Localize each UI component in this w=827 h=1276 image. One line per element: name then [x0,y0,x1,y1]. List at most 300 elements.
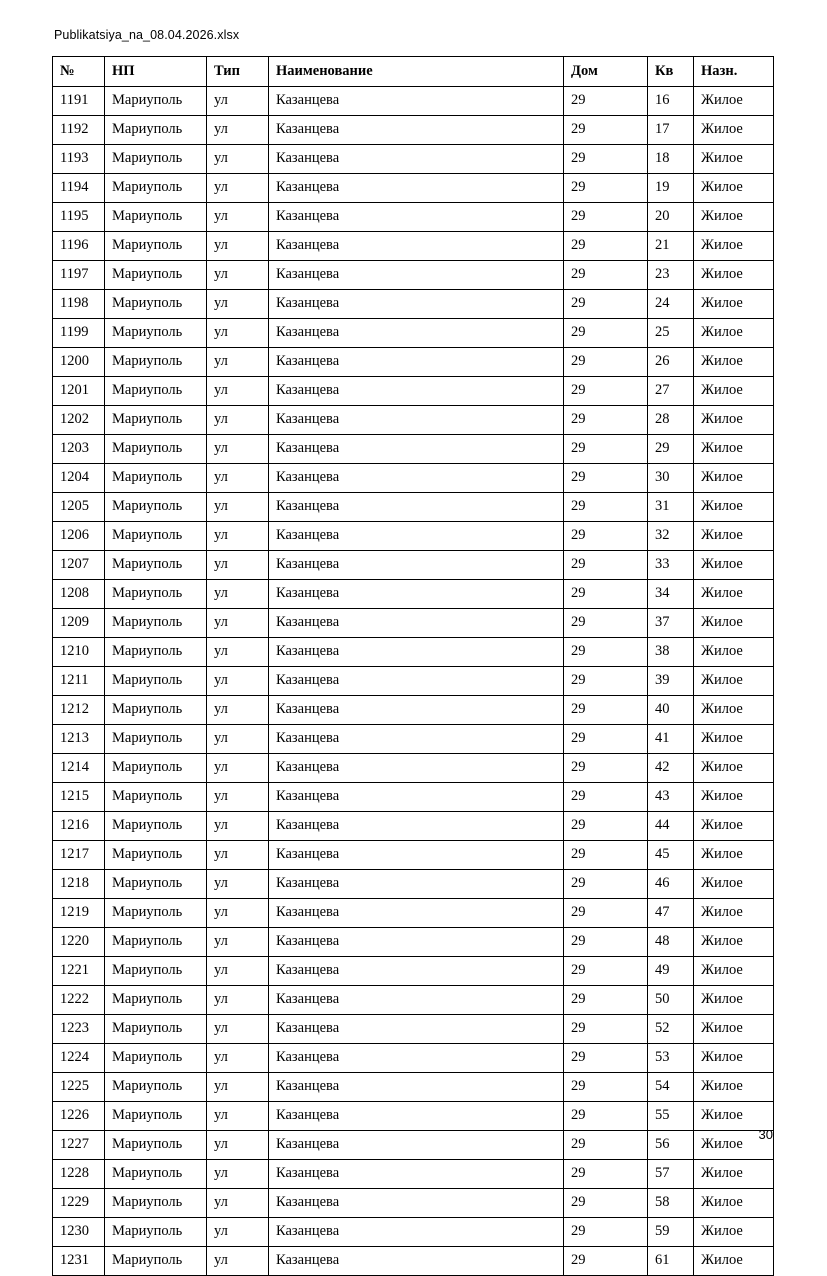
table-cell: Жилое [694,1160,774,1189]
table-cell: ул [207,406,269,435]
table-row [53,348,774,377]
table-cell: Казанцева [269,841,564,870]
table-cell: Мариуполь [105,551,207,580]
table-cell: ул [207,638,269,667]
table-cell: Мариуполь [105,377,207,406]
table-cell: 19 [648,174,694,203]
table-cell: Жилое [694,841,774,870]
table-cell: 29 [648,435,694,464]
table-cell: Мариуполь [105,174,207,203]
table-cell: 29 [564,377,648,406]
table-cell: 17 [648,116,694,145]
table-row [53,464,774,493]
table-cell: Жилое [694,261,774,290]
table-cell: Жилое [694,957,774,986]
table-cell: ул [207,551,269,580]
table-cell: ул [207,1218,269,1247]
table-cell: Казанцева [269,203,564,232]
table-cell: 1221 [53,957,105,986]
table-cell: Казанцева [269,870,564,899]
table-cell: 1231 [53,1247,105,1276]
table-cell: Казанцева [269,580,564,609]
table-cell: 29 [564,696,648,725]
table-cell: 32 [648,522,694,551]
table-cell: Жилое [694,348,774,377]
table-cell: 29 [564,638,648,667]
table-cell: 41 [648,725,694,754]
table-cell: 1212 [53,696,105,725]
table-cell: 1201 [53,377,105,406]
table-row [53,116,774,145]
table-cell: Казанцева [269,638,564,667]
table-cell: ул [207,145,269,174]
table-cell: 29 [564,1247,648,1276]
table-cell: 39 [648,667,694,696]
table-cell: Мариуполь [105,319,207,348]
table-cell: 49 [648,957,694,986]
table-cell: 1196 [53,232,105,261]
table-cell: Казанцева [269,232,564,261]
table-cell: Жилое [694,928,774,957]
table-cell: 16 [648,87,694,116]
table-cell: 1195 [53,203,105,232]
table-cell: Мариуполь [105,1189,207,1218]
table-cell: Жилое [694,116,774,145]
table-cell: 1194 [53,174,105,203]
table-cell: ул [207,203,269,232]
table-cell: Жилое [694,667,774,696]
table-cell: Жилое [694,870,774,899]
table-cell: 1213 [53,725,105,754]
table-cell: Жилое [694,174,774,203]
table-cell: Жилое [694,522,774,551]
table-cell: Казанцева [269,957,564,986]
table-cell: Казанцева [269,493,564,522]
table-cell: Жилое [694,580,774,609]
table-cell: 1223 [53,1015,105,1044]
table-cell: Жилое [694,232,774,261]
table-cell: 34 [648,580,694,609]
table-cell: 29 [564,319,648,348]
table-cell: Мариуполь [105,957,207,986]
table-cell: Мариуполь [105,1218,207,1247]
table-cell: 29 [564,667,648,696]
table-cell: 1206 [53,522,105,551]
table-row [53,667,774,696]
table-cell: 20 [648,203,694,232]
table-row [53,377,774,406]
table-cell: Жилое [694,1189,774,1218]
table-cell: 29 [564,87,648,116]
table-cell: Мариуполь [105,928,207,957]
table-cell: ул [207,841,269,870]
table-row [53,522,774,551]
table-cell: 29 [564,1189,648,1218]
table-cell: 1202 [53,406,105,435]
table-cell: 28 [648,406,694,435]
table-row [53,638,774,667]
table-cell: Казанцева [269,406,564,435]
table-cell: ул [207,812,269,841]
table-cell: 1209 [53,609,105,638]
table-row [53,957,774,986]
table-cell: 1216 [53,812,105,841]
table-cell: 29 [564,493,648,522]
table-column-header: Дом [564,57,648,87]
table-column-header: Тип [207,57,269,87]
table-cell: 53 [648,1044,694,1073]
table-cell: 54 [648,1073,694,1102]
table-cell: 29 [564,1073,648,1102]
table-cell: ул [207,580,269,609]
table-cell: 29 [564,754,648,783]
table-cell: Мариуполь [105,841,207,870]
table-cell: Жилое [694,464,774,493]
table-cell: Жилое [694,493,774,522]
table-cell: Мариуполь [105,696,207,725]
table-cell: 29 [564,899,648,928]
table-cell: Мариуполь [105,203,207,232]
table-row [53,609,774,638]
table-cell: 29 [564,348,648,377]
table-cell: 29 [564,290,648,319]
table-cell: Жилое [694,290,774,319]
table-cell: 21 [648,232,694,261]
table-cell: Мариуполь [105,870,207,899]
table-cell: 33 [648,551,694,580]
table-cell: 59 [648,1218,694,1247]
table-cell: Казанцева [269,812,564,841]
table-row [53,1102,774,1131]
table-cell: 1211 [53,667,105,696]
table-cell: Мариуполь [105,1160,207,1189]
table-cell: Казанцева [269,1102,564,1131]
table-cell: Казанцева [269,261,564,290]
table-row [53,870,774,899]
table-cell: Казанцева [269,377,564,406]
table-cell: ул [207,493,269,522]
table-row [53,406,774,435]
table-cell: ул [207,986,269,1015]
table-cell: 29 [564,232,648,261]
table-column-header: Назн. [694,57,774,87]
table-row [53,1189,774,1218]
table-cell: Жилое [694,406,774,435]
table-cell: Мариуполь [105,1015,207,1044]
table-cell: 1207 [53,551,105,580]
table-cell: 29 [564,957,648,986]
table-cell: ул [207,261,269,290]
table-cell: 1197 [53,261,105,290]
table-cell: 31 [648,493,694,522]
table-cell: Казанцева [269,348,564,377]
table-cell: Жилое [694,435,774,464]
table-cell: 1210 [53,638,105,667]
table-cell: 29 [564,725,648,754]
table-cell: 24 [648,290,694,319]
table-cell: Казанцева [269,609,564,638]
table-cell: Жилое [694,1073,774,1102]
table-cell: 45 [648,841,694,870]
table-cell: Мариуполь [105,406,207,435]
table-cell: 57 [648,1160,694,1189]
table-column-header: № [53,57,105,87]
table-cell: Казанцева [269,899,564,928]
table-cell: Мариуполь [105,290,207,319]
table-cell: ул [207,377,269,406]
table-row [53,319,774,348]
table-cell: 1229 [53,1189,105,1218]
table-cell: 29 [564,261,648,290]
table-cell: 44 [648,812,694,841]
table-cell: 61 [648,1247,694,1276]
table-cell: 1204 [53,464,105,493]
table-cell: 25 [648,319,694,348]
table-cell: Жилое [694,145,774,174]
table-cell: 29 [564,145,648,174]
table-cell: 50 [648,986,694,1015]
table-cell: ул [207,928,269,957]
table-cell: ул [207,174,269,203]
table-cell: ул [207,522,269,551]
table-cell: 29 [564,1160,648,1189]
table-row [53,551,774,580]
table-cell: Мариуполь [105,754,207,783]
table-body [53,87,774,1276]
table-cell: 29 [564,1218,648,1247]
table-cell: Казанцева [269,1247,564,1276]
table-cell: 1192 [53,116,105,145]
table-cell: Казанцева [269,145,564,174]
table-cell: Жилое [694,1102,774,1131]
table-cell: Мариуполь [105,145,207,174]
table-cell: 18 [648,145,694,174]
table-cell: Мариуполь [105,609,207,638]
table-cell: 42 [648,754,694,783]
table-cell: 56 [648,1131,694,1160]
table-cell: Жилое [694,551,774,580]
table-header [53,57,774,87]
table-row [53,725,774,754]
table-row [53,754,774,783]
table-cell: Мариуполь [105,1044,207,1073]
table-cell: Мариуполь [105,1073,207,1102]
table-row [53,1044,774,1073]
table-cell: 29 [564,203,648,232]
table-cell: ул [207,899,269,928]
table-cell: Жилое [694,1015,774,1044]
table-row [53,899,774,928]
table-cell: 1200 [53,348,105,377]
table-cell: Казанцева [269,116,564,145]
table-cell: ул [207,1102,269,1131]
table-row [53,986,774,1015]
table-row [53,928,774,957]
table-cell: ул [207,290,269,319]
table-row [53,493,774,522]
table-cell: ул [207,319,269,348]
table-cell: Жилое [694,609,774,638]
table-cell: ул [207,1073,269,1102]
table-cell: Мариуполь [105,232,207,261]
table-cell: ул [207,725,269,754]
table-cell: 1208 [53,580,105,609]
table-cell: 1225 [53,1073,105,1102]
page-number: 30 [758,1127,773,1142]
table-cell: Казанцева [269,667,564,696]
table-cell: 29 [564,1044,648,1073]
table-cell: 29 [564,812,648,841]
table-cell: 1214 [53,754,105,783]
table-cell: Мариуполь [105,899,207,928]
table-cell: ул [207,696,269,725]
table-cell: 29 [564,609,648,638]
table-cell: Казанцева [269,522,564,551]
table-cell: 40 [648,696,694,725]
table-cell: 1219 [53,899,105,928]
table-cell: Мариуполь [105,464,207,493]
table-cell: Жилое [694,754,774,783]
table-cell: ул [207,1131,269,1160]
table-cell: Казанцева [269,319,564,348]
table-cell: ул [207,754,269,783]
table-cell: 1198 [53,290,105,319]
table-cell: Казанцева [269,725,564,754]
table-cell: 29 [564,406,648,435]
table-row [53,1218,774,1247]
table-cell: Казанцева [269,696,564,725]
table-cell: Мариуполь [105,725,207,754]
table-cell: Казанцева [269,290,564,319]
table-cell: 1222 [53,986,105,1015]
table-cell: 29 [564,928,648,957]
table-cell: ул [207,783,269,812]
table-cell: ул [207,870,269,899]
table-cell: 23 [648,261,694,290]
table-row [53,145,774,174]
registry-table [52,56,774,1276]
table-cell: Мариуполь [105,1247,207,1276]
table-cell: Жилое [694,87,774,116]
table-row [53,580,774,609]
table-row [53,232,774,261]
table-row [53,1073,774,1102]
table-cell: 27 [648,377,694,406]
table-cell: Жилое [694,986,774,1015]
table-cell: 1226 [53,1102,105,1131]
table-cell: Казанцева [269,928,564,957]
table-cell: 29 [564,174,648,203]
table-cell: Казанцева [269,783,564,812]
table-cell: ул [207,1015,269,1044]
table-cell: Казанцева [269,87,564,116]
table-row [53,1160,774,1189]
table-cell: Жилое [694,812,774,841]
table-cell: Казанцева [269,1160,564,1189]
table-row [53,812,774,841]
table-cell: Казанцева [269,1015,564,1044]
table-cell: Жилое [694,203,774,232]
table-row [53,841,774,870]
table-cell: ул [207,1247,269,1276]
table-cell: ул [207,348,269,377]
table-cell: 29 [564,116,648,145]
table-cell: Жилое [694,377,774,406]
table-cell: Мариуполь [105,435,207,464]
table-cell: 52 [648,1015,694,1044]
document-file-name: Publikatsiya_na_08.04.2026.xlsx [54,28,240,42]
table-cell: Мариуполь [105,638,207,667]
table-row [53,87,774,116]
table-cell: Мариуполь [105,667,207,696]
table-cell: 1218 [53,870,105,899]
table-row [53,696,774,725]
table-cell: Казанцева [269,754,564,783]
table-cell: Казанцева [269,1073,564,1102]
table-row [53,1015,774,1044]
table-cell: 29 [564,783,648,812]
table-cell: Мариуполь [105,493,207,522]
table-cell: Мариуполь [105,87,207,116]
table-cell: Мариуполь [105,580,207,609]
table-cell: 1203 [53,435,105,464]
table-cell: 29 [564,1015,648,1044]
table-cell: Казанцева [269,551,564,580]
table-cell: 58 [648,1189,694,1218]
table-cell: 43 [648,783,694,812]
table-cell: 29 [564,551,648,580]
table-cell: Казанцева [269,1044,564,1073]
table-cell: Жилое [694,1044,774,1073]
table-cell: 1220 [53,928,105,957]
table-cell: 48 [648,928,694,957]
table-cell: ул [207,1160,269,1189]
table-cell: ул [207,87,269,116]
table-cell: 29 [564,841,648,870]
table-cell: Мариуполь [105,522,207,551]
table-row [53,261,774,290]
table-cell: Мариуполь [105,261,207,290]
table-cell: ул [207,667,269,696]
table-cell: Казанцева [269,986,564,1015]
table-column-header: Наименование [269,57,564,87]
table-cell: 29 [564,435,648,464]
table-cell: ул [207,1189,269,1218]
table-row [53,1131,774,1160]
table-cell: Мариуполь [105,812,207,841]
table-header-row [53,57,774,87]
table-cell: 26 [648,348,694,377]
table-cell: 1193 [53,145,105,174]
table-cell: 1205 [53,493,105,522]
table-cell: Жилое [694,696,774,725]
table-cell: Казанцева [269,464,564,493]
table-cell: ул [207,232,269,261]
table-cell: ул [207,464,269,493]
table-row [53,783,774,812]
table-cell: Казанцева [269,1189,564,1218]
table-cell: 38 [648,638,694,667]
table-cell: Жилое [694,638,774,667]
table-cell: ул [207,1044,269,1073]
table-cell: ул [207,609,269,638]
table-cell: ул [207,957,269,986]
table-cell: Мариуполь [105,783,207,812]
table-column-header: НП [105,57,207,87]
table-cell: Жилое [694,1218,774,1247]
table-cell: 1215 [53,783,105,812]
table-cell: 29 [564,464,648,493]
